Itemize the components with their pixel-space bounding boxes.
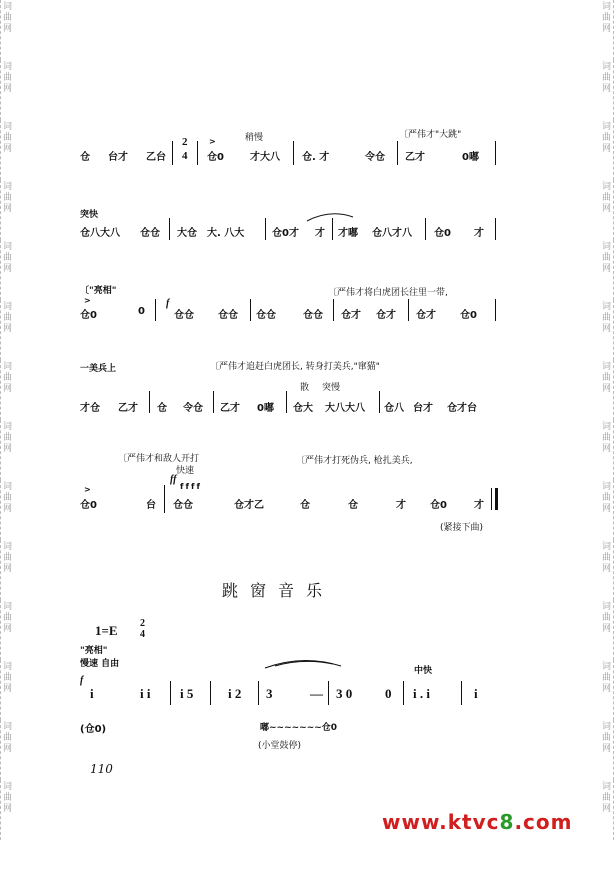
watermark-stamp: 词 曲 网 <box>600 540 614 600</box>
perc-annotation: (小堂鼓停) <box>258 741 302 751</box>
melody-note: i . i <box>413 686 430 701</box>
melody-note: i 2 <box>228 686 242 701</box>
perc-note: 仓才台 <box>447 403 477 414</box>
barline <box>379 391 380 413</box>
perc-note: 仓仓 <box>140 228 160 239</box>
stage-cue: 〔"亮相" <box>80 286 117 296</box>
perc-note: 仓仓 <box>174 310 194 321</box>
tempo-marking: 突慢 <box>322 383 341 393</box>
watermark-stamp: 词 曲 网 <box>600 180 614 240</box>
tempo-marking: 中快 <box>414 666 433 676</box>
perc-note: 才 <box>474 228 484 239</box>
barline <box>495 299 496 321</box>
watermark-stamp: 词 曲 网 <box>600 0 614 60</box>
perc-note: 仓仓 <box>256 310 276 321</box>
barline <box>149 391 150 413</box>
key-signature: 1=E <box>95 623 118 638</box>
perc-note: 仓. 才 <box>302 152 330 163</box>
perc-note: 仓0 <box>80 500 97 511</box>
barline <box>258 681 259 705</box>
perc-note: 台才 <box>413 403 433 414</box>
dynamic-mark: ff <box>170 474 177 485</box>
perc-note: 仓0才 <box>272 228 299 239</box>
barline <box>293 141 294 165</box>
time-signature-bottom: 4 <box>182 150 188 162</box>
perc-note: 仓八 <box>384 403 404 414</box>
watermark-stamp: 词 曲 网 <box>0 780 14 840</box>
accent-mark: > <box>209 137 216 146</box>
perc-note: 才大八 <box>250 152 280 163</box>
watermark-stamp: 词 曲 网 <box>600 360 614 420</box>
watermark-stamp: 词 曲 网 <box>0 660 14 720</box>
final-barline-thin <box>491 488 492 510</box>
watermark-stamp: 词 曲 网 <box>600 660 614 720</box>
barline <box>461 681 462 705</box>
perc-note: 才 <box>315 228 325 239</box>
perc-note: 仓仓 <box>303 310 323 321</box>
watermark-stamp: 词 曲 网 <box>0 720 14 780</box>
perc-note: 仓才 <box>416 310 436 321</box>
barline <box>403 681 404 705</box>
barline <box>333 299 334 321</box>
barline <box>250 299 251 321</box>
perc-note: 仓才乙 <box>234 500 264 511</box>
perc-note: 仓八才八 <box>372 228 412 239</box>
barline-dashed <box>164 485 165 513</box>
barline <box>170 681 171 705</box>
watermark-stamp: 词 曲 网 <box>600 60 614 120</box>
perc-note: 仓才 <box>376 310 396 321</box>
perc-note: 乙才 <box>220 403 240 414</box>
end-note: (紧接下曲) <box>440 523 484 533</box>
perc-annotation: (仓0) <box>80 724 107 735</box>
melody-note: 3 0 <box>336 686 353 701</box>
perc-note: 仓 <box>300 500 310 511</box>
perc-note: 大仓 <box>177 228 197 239</box>
perc-note: 令仓 <box>183 403 203 414</box>
watermark-stamp: 词 曲 网 <box>0 540 14 600</box>
perc-note: 仓仓 <box>218 310 238 321</box>
tie-mark <box>263 652 343 672</box>
perc-note: 乙才 <box>405 152 425 163</box>
barline <box>286 391 287 413</box>
watermark-stamp: 词 曲 网 <box>0 180 14 240</box>
perc-note: 仓 <box>80 152 90 163</box>
watermark-stamp: 词 曲 网 <box>0 0 14 60</box>
barline <box>328 681 329 705</box>
tempo-marking: 慢速 自由 <box>80 659 120 669</box>
perc-note: 才 <box>396 500 406 511</box>
melody-note: i <box>474 686 478 701</box>
watermark-stamp: 词 曲 网 <box>0 600 14 660</box>
slur-mark <box>305 209 355 223</box>
perc-note: 0 <box>138 306 145 317</box>
watermark-stamp: 词 曲 网 <box>600 240 614 300</box>
watermark-stamp: 词 曲 网 <box>600 120 614 180</box>
watermark-stamp: 词 曲 网 <box>600 780 614 840</box>
tremolo-marks: ffff <box>180 482 202 491</box>
watermark-stamp: 词 曲 网 <box>0 360 14 420</box>
melody-note: i 5 <box>180 686 194 701</box>
perc-note: 乙台 <box>146 152 166 163</box>
perc-note: 仓八大八 <box>80 228 120 239</box>
perc-note: 仓0 <box>207 152 224 163</box>
stage-cue: 一美兵上 <box>80 364 117 374</box>
barline <box>495 141 496 165</box>
stage-cue: "亮相" <box>80 646 108 656</box>
barline <box>213 391 214 413</box>
melody-note: i <box>90 686 94 701</box>
barline <box>197 141 198 165</box>
watermark-stamp: 词 曲 网 <box>0 120 14 180</box>
perc-note: 令仓 <box>365 152 385 163</box>
tempo-marking: 稍慢 <box>245 133 264 143</box>
time-signature-bottom: 4 <box>140 629 145 640</box>
perc-note: 仓0 <box>80 310 97 321</box>
barline <box>495 218 496 240</box>
perc-note: 0嘟 <box>462 152 479 163</box>
page-number: 110 <box>90 762 113 776</box>
perc-note: 乙才 <box>118 403 138 414</box>
melody-note: 3 <box>266 686 273 701</box>
perc-note: 仓0 <box>430 500 447 511</box>
stage-cue: 〔严伟才"大跳" <box>399 130 462 140</box>
final-barline-thick <box>495 488 498 510</box>
barline <box>155 299 156 321</box>
perc-annotation: 嘟~~~~~~~仓0 <box>260 723 338 733</box>
dynamic-mark: f <box>166 298 170 309</box>
watermark-stamp: 词 曲 网 <box>600 720 614 780</box>
perc-note: 才嘟 <box>338 228 358 239</box>
barline <box>210 681 211 705</box>
barline <box>397 141 398 165</box>
stage-cue: 〔严伟才打死伪兵, 枪扎美兵, <box>296 456 413 466</box>
perc-note: 才仓 <box>80 403 100 414</box>
watermark-stamp: 词 曲 网 <box>0 300 14 360</box>
accent-mark: > <box>84 485 91 494</box>
perc-note: 仓大 <box>293 403 313 414</box>
watermark-stamp: 词 曲 网 <box>0 420 14 480</box>
watermark-stamp: 词 曲 网 <box>600 600 614 660</box>
watermark-stamp: 词 曲 网 <box>0 480 14 540</box>
tempo-marking: 快速 <box>176 466 195 476</box>
site-watermark: www.ktvc8.com <box>382 810 573 834</box>
barline <box>425 218 426 240</box>
perc-note: 大. 八大 <box>207 228 245 239</box>
dynamic-mark: f <box>80 675 84 686</box>
barline <box>265 218 266 240</box>
melody-note: — <box>310 686 323 701</box>
watermark-stamp: 词 曲 网 <box>600 420 614 480</box>
perc-note: 仓仓 <box>173 500 193 511</box>
watermark-stamp: 词 曲 网 <box>600 480 614 540</box>
barline <box>172 141 173 165</box>
perc-note: 才 <box>474 500 484 511</box>
watermark-stamp: 词 曲 网 <box>600 300 614 360</box>
perc-note: 台才 <box>108 152 128 163</box>
watermark-stamp: 词 曲 网 <box>0 60 14 120</box>
section-title: 跳窗音乐 <box>222 581 335 600</box>
time-signature-top: 2 <box>182 136 188 148</box>
time-signature-top: 2 <box>140 618 145 629</box>
perc-note: 大八大八 <box>325 403 365 414</box>
stage-cue: 〔严伟才追赶白虎团长, 转身打美兵,"窜猫" <box>210 362 380 372</box>
perc-note: 仓0 <box>434 228 451 239</box>
perc-note: 台 <box>146 500 156 511</box>
perc-note: 仓0 <box>460 310 477 321</box>
watermark-stamp: 词 曲 网 <box>0 240 14 300</box>
perc-note: 0嘟 <box>257 403 274 414</box>
melody-note: i i <box>140 686 151 701</box>
perc-note: 仓才 <box>341 310 361 321</box>
tempo-marking: 散 <box>300 383 310 393</box>
stage-cue: 〔严伟才将白虎团长往里一带, <box>328 288 448 298</box>
accent-mark: > <box>84 296 91 305</box>
melody-note: 0 <box>385 686 392 701</box>
stage-cue: 〔严伟才和敌人开打 <box>118 454 200 464</box>
barline <box>169 218 170 240</box>
perc-note: 仓 <box>157 403 167 414</box>
barline <box>332 218 333 240</box>
tempo-marking: 突快 <box>80 210 99 220</box>
barline <box>408 299 409 321</box>
perc-note: 仓 <box>348 500 358 511</box>
